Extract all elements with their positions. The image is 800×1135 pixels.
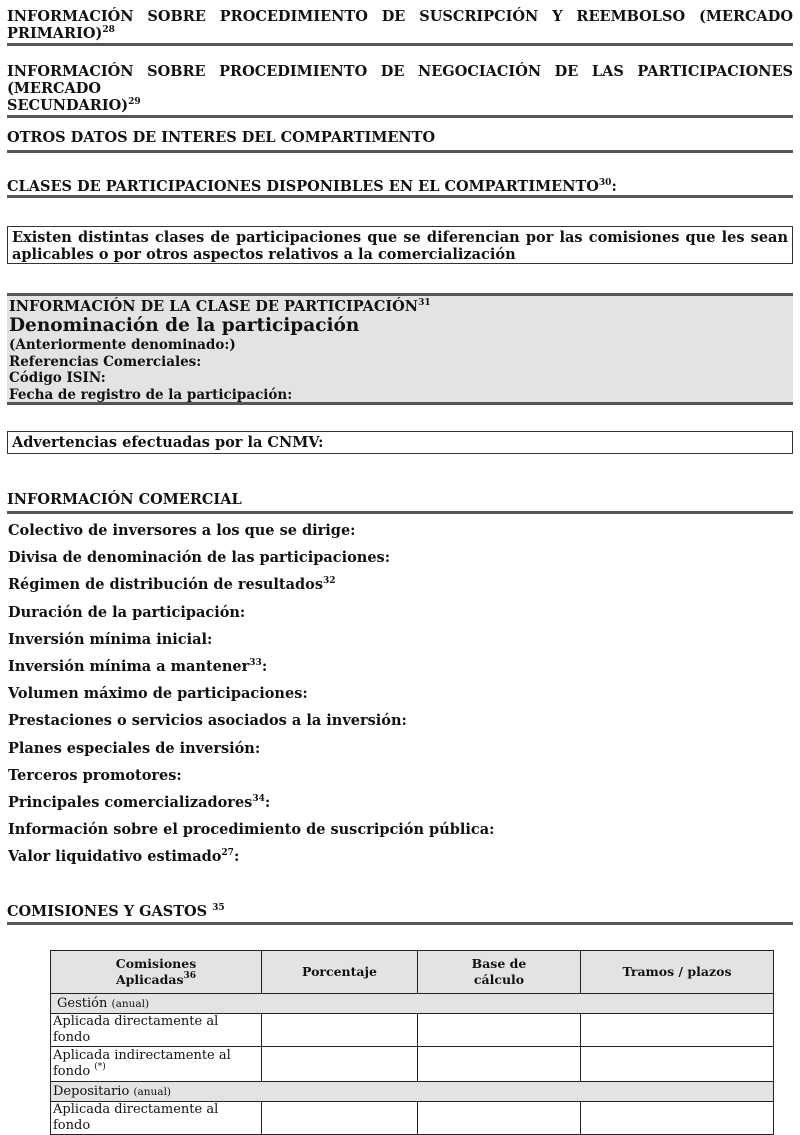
section-clases: CLASES DE PARTICIPACIONES DISPONIBLES EN EL COMPARTIMENTO$^{30}$: [7,178,793,198]
field-label: Planes especiales de inversión: [8,739,261,757]
field-label: Principales comercializadores$^{34}$: [8,793,271,811]
field-label: Terceros promotores: [8,766,182,784]
row-label: Aplicada directamente al fondo [51,1014,262,1047]
section-mercado-primario [7,8,793,46]
section-title-line1: INFORMACIÓN SOBRE PROCEDIMIENTO DE SUSCRIPCIÓN Y REEMBOLSO (MERCADO [7,8,793,25]
table-header-row [51,951,774,994]
section-title: OTROS DATOS DE INTERES DEL COMPARTIMENTO [7,129,436,146]
group-label: Gestión [57,995,108,1011]
table-row [51,1102,774,1135]
advertencias-box [7,431,793,454]
footnote-ref: 32 [323,576,336,587]
class-info-header: INFORMACIÓN DE LA CLASE DE PARTICIPACIÓN [9,298,419,315]
fecha-registro-label: Fecha de registro de la participación: [9,386,293,403]
header-comisiones: Comisiones Aplicadas$^{36}$ [51,951,262,994]
header-base-calculo: Base de cálculo [418,951,581,994]
cell-porcentaje [262,1047,418,1082]
section-comisiones-gastos [7,903,793,925]
cell-base [418,1014,581,1047]
section-title: INFORMACIÓN COMERCIAL [7,491,242,508]
footnote-ref: 30 [598,178,612,188]
field-label: Duración de la participación: [8,603,246,621]
cell-base [418,1047,581,1082]
notice-line1: Existen distintas clases de participaciones que se diferencian por las comisiones que les sean [12,229,788,246]
section-title-line1: INFORMACIÓN SOBRE PROCEDIMIENTO DE NEGOCIACIÓN DE LAS PARTICIPACIONES (MERCADO [7,63,793,97]
referencias-label: Referencias Comerciales: [9,353,202,370]
field-label: Volumen máximo de participaciones: [8,685,308,703]
fees-table [50,950,774,1135]
table-group-row [51,994,774,1014]
notice-box [7,226,793,264]
field-label: Colectivo de inversores a los que se dirige: [8,522,356,539]
cell-base [418,1102,581,1135]
field-label: Inversión mínima inicial: [8,630,213,648]
header-porcentaje: Porcentaje [262,951,418,994]
section-mercado-secundario [7,63,793,118]
section-otros-datos [7,129,793,153]
footnote-ref: 33 [249,657,262,668]
field-label: Régimen de distribución de resultados$^{32}$ [8,576,336,594]
cell-tramos [581,1102,774,1135]
row-label: Aplicada directamente al fondo [51,1102,262,1135]
header-tramos-plazos: Tramos / plazos [581,951,774,994]
row-label: Aplicada indirectamente al fondo (*) [51,1047,262,1082]
cell-porcentaje [262,1102,418,1135]
group-note: (anual) [111,997,150,1010]
commercial-fields-list [8,517,494,870]
footnote-ref: 29 [128,97,141,107]
table-row [51,1014,774,1047]
group-label: Depositario [53,1083,130,1099]
advertencias-label: Advertencias efectuadas por la CNMV: [12,434,324,451]
field-label: Información sobre el procedimiento de suscripción pública: [8,821,495,839]
group-note: (anual) [133,1085,172,1098]
anteriormente-label: (Anteriormente denominado:) [9,337,236,353]
class-info-block [7,293,793,405]
table-group-row [51,1082,774,1102]
footnote-ref: 27 [221,848,234,859]
footnote-ref: 35 [212,903,225,913]
field-label: Valor liquidativo estimado$^{27}$: [8,848,240,866]
footnote-ref: 31 [418,298,431,308]
footnote-ref: 28 [102,25,115,35]
cell-tramos [581,1047,774,1082]
denominacion-label: Denominación de la participación [9,315,360,336]
section-title-line2: PRIMARIO) [7,25,103,42]
section-informacion-comercial [7,491,793,514]
field-label: Divisa de denominación de las participaciones: [8,549,391,567]
field-label: Prestaciones o servicios asociados a la inversión: [8,712,407,730]
footnote-ref: 34 [252,793,265,804]
cell-tramos [581,1014,774,1047]
section-title: COMISIONES Y GASTOS [7,903,213,920]
isin-label: Código ISIN: [9,370,106,386]
notice-line2: aplicables o por otros aspectos relativos a la comercialización [12,246,516,263]
cell-porcentaje [262,1014,418,1047]
section-title-line2: SECUNDARIO) [7,97,129,114]
table-row [51,1047,774,1082]
field-label: Inversión mínima a mantener$^{33}$: [8,657,268,675]
section-title: CLASES DE PARTICIPACIONES DISPONIBLES EN EL COMPARTIMENTO [7,178,599,195]
